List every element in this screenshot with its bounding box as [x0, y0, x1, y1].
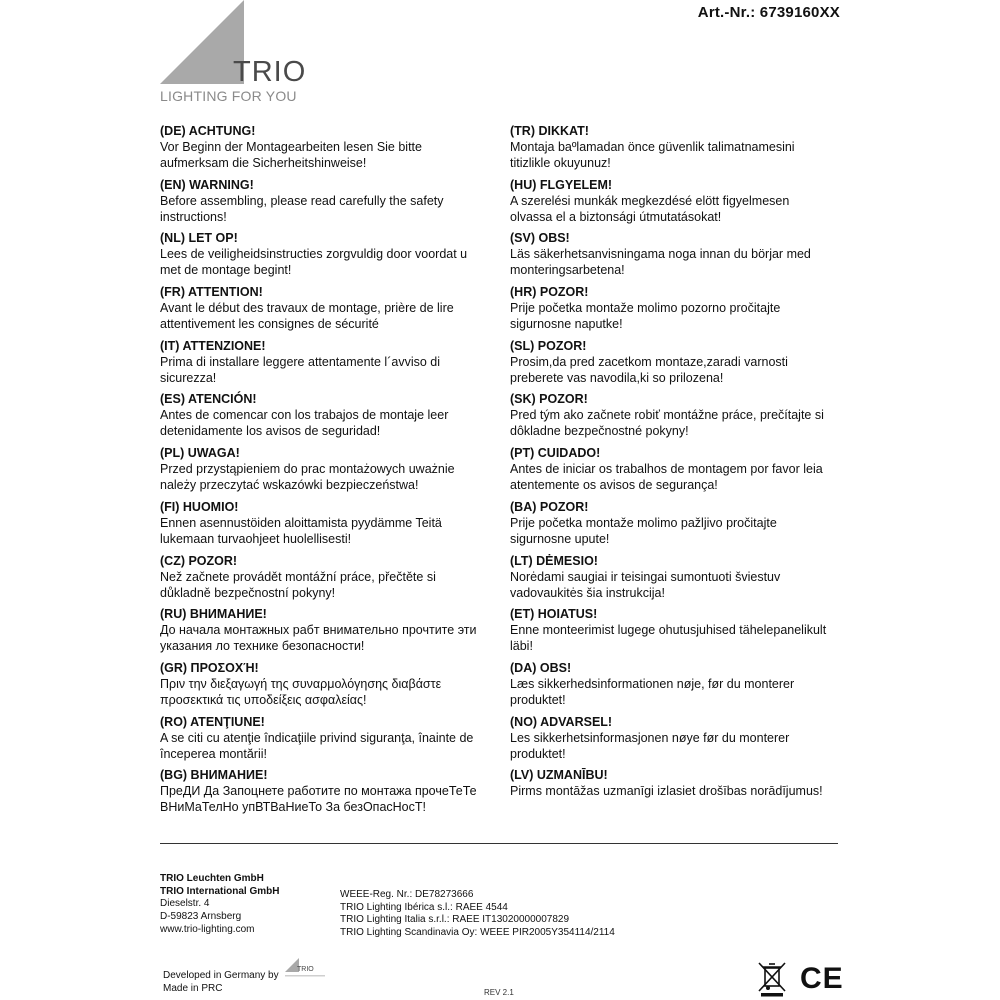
- warning-text: Przed przystąpieniem do prac montażowych uważnie: [160, 462, 455, 477]
- warning-block: [160, 714, 505, 768]
- warning-text: sigurnosne naputke!: [510, 317, 623, 332]
- warning-text: Πριν την διεξαγωγή της συναρμολόγησης διαβάστε: [160, 676, 442, 691]
- warning-heading: (TR) DIKKAT!: [510, 124, 589, 138]
- warning-heading: (RU) ВНИМАНИЕ!: [160, 607, 267, 622]
- warning-text: attentivement les consignes de sécurité: [160, 317, 379, 332]
- warning-text: Les sikkerhetsinformasjonen nøye før du monterer: [510, 730, 790, 745]
- warning-text: Norėdami saugiai ir teisingai sumontuoti šviestuv: [510, 569, 781, 584]
- warning-text: aufmerksam die Sicherheitshinweise!: [160, 156, 367, 170]
- warning-text: met de montage begint!: [160, 263, 292, 278]
- warning-block: [160, 177, 505, 231]
- warning-text: Antes de iniciar os trabalhos de montagem por favor leia: [510, 462, 823, 477]
- company-name-2: TRIO International GmbH: [160, 885, 280, 897]
- warning-block: [160, 606, 505, 660]
- warning-text: produktet!: [510, 746, 566, 761]
- warning-text: Lees de veiligheidsinstructies zorgvuldig door voordat u: [160, 247, 468, 262]
- warning-text: olvassa el a biztonsági útmutatásokat!: [510, 209, 722, 224]
- warning-text: vadovaukitės šia instrukcija!: [510, 585, 665, 600]
- warning-block: [160, 499, 505, 553]
- warning-text: dôkladne bezpečnostné pokyny!: [510, 424, 689, 439]
- made-in: Made in PRC: [163, 983, 223, 994]
- warning-heading: (FR) ATTENTION!: [160, 285, 263, 300]
- warning-text: Ennen asennustöiden aloittamista pyydämme Teitä: [160, 515, 442, 530]
- warning-text: Pred tým ako začnete robiť montážne práce, prečítajte si: [510, 408, 824, 423]
- warning-heading: (HU) FLGYELEM!: [510, 177, 613, 192]
- warning-heading: (SL) POZOR!: [510, 338, 587, 353]
- warning-block: [510, 177, 850, 231]
- warning-text: należy przeczytać wskazówki bezpieczeństwa!: [160, 478, 419, 493]
- warning-block: [160, 284, 505, 338]
- warning-text: începerea montării!: [160, 746, 268, 761]
- warning-block: [510, 660, 850, 714]
- city: D-59823 Arnsberg: [160, 911, 242, 923]
- warning-text: указания ло технике безопасности!: [160, 639, 365, 654]
- warning-block: [160, 123, 505, 177]
- warning-text: Pirms montāžas uzmanīgi izlasiet drošības norādījumus!: [510, 784, 823, 799]
- warning-text: Vor Beginn der Montagearbeiten lesen Sie bitte: [160, 140, 422, 154]
- brand-name: TRIO: [233, 56, 307, 88]
- warning-text: Montaja baºlamadan önce güvenlik talimatnamesini: [510, 140, 795, 154]
- registration-line: TRIO Lighting Ibérica s.l.: RAEE 4544: [340, 901, 508, 913]
- warning-heading: (BG) ВНИМАНИЕ!: [160, 768, 268, 783]
- registration-line: TRIO Lighting Scandinavia Oy: WEEE PIR2005Y354114/2114: [340, 927, 615, 939]
- trio-mini-logo-icon: [285, 958, 331, 982]
- warnings-right-column: [510, 123, 850, 821]
- warning-text: läbi!: [510, 639, 533, 654]
- warning-heading: (LV) UZMANĪBU!: [510, 768, 608, 783]
- warning-text: ПреДИ Да Запоцнете работите по монтажа прочеТеТе: [160, 784, 477, 799]
- warning-heading: (EN) WARNING!: [160, 177, 254, 192]
- warning-block: [160, 230, 505, 284]
- warning-heading: (CZ) POZOR!: [160, 553, 238, 568]
- warning-text: A szerelési munkák megkezdésé elött figyelmesen: [510, 193, 790, 208]
- warning-text: Læs sikkerhedsinformationen nøje, før du monterer: [510, 676, 795, 691]
- warning-block: [160, 553, 505, 607]
- warning-block: [160, 445, 505, 499]
- warning-text: A se citi cu atenţie îndicaţiile privind siguranţa, înainte de: [160, 730, 474, 745]
- warning-text: Avant le début des travaux de montage, prière de lire: [160, 301, 454, 316]
- footer-divider: [160, 843, 838, 844]
- warning-block: [510, 714, 850, 768]
- warning-heading: (DE) ACHTUNG!: [160, 124, 256, 138]
- warning-block: [510, 284, 850, 338]
- warning-text: Antes de comencar con los trabajos de montaje leer: [160, 408, 449, 423]
- warning-text: monteringsarbetena!: [510, 263, 625, 278]
- warnings-left-column: [160, 123, 505, 821]
- warning-text: sicurezza!: [160, 370, 217, 385]
- warning-heading: (NO) ADVARSEL!: [510, 714, 613, 729]
- warning-block: [510, 767, 850, 821]
- warning-text: До начала монтажных рабт внимательно прочтите эти: [160, 623, 477, 638]
- warning-heading: (ET) HOIATUS!: [510, 607, 598, 622]
- warning-block: [510, 445, 850, 499]
- warning-heading: (PL) UWAGA!: [160, 446, 240, 461]
- warning-heading: (BA) POZOR!: [510, 499, 589, 514]
- warning-block: [510, 499, 850, 553]
- mini-logo-text: TRIO: [297, 966, 314, 973]
- warning-heading: (ES) ATENCIÓN!: [160, 392, 257, 407]
- registration-line: WEEE-Reg. Nr.: DE78273666: [340, 889, 474, 900]
- warning-heading: (PT) CUIDADO!: [510, 446, 601, 461]
- warning-heading: (LT) DĖMESIO!: [510, 553, 598, 568]
- warning-block: [510, 338, 850, 392]
- developed-in: Developed in Germany by: [163, 970, 279, 981]
- warning-heading: (HR) POZOR!: [510, 285, 589, 300]
- warning-text: προσεκτικά τις υποδείξεις ασφαλείας!: [160, 692, 367, 707]
- warning-text: Než začnete provádět montážní práce, přečtěte si: [160, 569, 436, 584]
- warning-text: Läs säkerhetsanvisningama noga innan du börjar med: [510, 247, 811, 262]
- origin-info: [163, 969, 279, 995]
- warning-text: preberete vas navodila,ki so prilozena!: [510, 370, 724, 385]
- warning-text: instructions!: [160, 209, 227, 224]
- warning-text: sigurnosne upute!: [510, 531, 610, 546]
- registration-line: TRIO Lighting Italia s.r.l.: RAEE IT13020000007829: [340, 914, 570, 926]
- warning-heading: (DA) OBS!: [510, 660, 572, 675]
- warning-text: Prije početka montaže molimo pažljivo pročitajte: [510, 515, 777, 530]
- warning-block: [510, 553, 850, 607]
- warning-heading: (NL) LET OP!: [160, 231, 238, 246]
- warning-text: důkladně bezpečnostní pokyny!: [160, 585, 336, 600]
- warning-text: ВНиМаТелНо упВТВаНиеТо За безОпасНосТ!: [160, 800, 426, 815]
- company-address: [160, 873, 279, 937]
- warning-heading: (RO) ATENŢIUNE!: [160, 714, 265, 729]
- street: Dieselstr. 4: [160, 898, 210, 910]
- warning-text: titizlikle okuyunuz!: [510, 156, 611, 170]
- warning-block: [160, 391, 505, 445]
- warning-text: detenidamente los avisos de seguridad!: [160, 424, 381, 439]
- warning-heading: (IT) ATTENZIONE!: [160, 338, 266, 353]
- company-name-1: TRIO Leuchten GmbH: [160, 873, 264, 884]
- warning-block: [510, 391, 850, 445]
- website: www.trio-lighting.com: [160, 923, 255, 935]
- warning-block: [160, 338, 505, 392]
- warning-text: lukemaan turvaohjeet huolellisesti!: [160, 531, 352, 546]
- warning-block: [510, 230, 850, 284]
- warning-heading: (GR) ΠΡΟΣΟΧΉ!: [160, 660, 259, 675]
- warning-block: [160, 767, 505, 821]
- warning-block: [160, 660, 505, 714]
- warning-text: produktet!: [510, 692, 566, 707]
- warning-text: Prosim,da pred zacetkom montaze,zaradi varnosti: [510, 354, 788, 369]
- ce-mark: CE: [800, 962, 844, 995]
- article-number: Art.-Nr.: 6739160XX: [697, 4, 840, 21]
- crossed-out-wheelie-bin-icon: [757, 961, 787, 997]
- warning-heading: (SK) POZOR!: [510, 392, 588, 407]
- warning-text: atentemente os avisos de segurança!: [510, 478, 718, 493]
- registration-list: [340, 889, 615, 940]
- warning-block: [510, 123, 850, 177]
- warning-text: Enne monteerimist lugege ohutusjuhised tähelepanelikult: [510, 623, 827, 638]
- warning-heading: (SV) OBS!: [510, 231, 570, 246]
- warning-block: [510, 606, 850, 660]
- warning-text: Before assembling, please read carefully the safety: [160, 193, 444, 208]
- warning-text: Prije početka montaže molimo pozorno pročitajte: [510, 301, 781, 316]
- revision: REV 2.1: [484, 988, 514, 997]
- warning-heading: (FI) HUOMIO!: [160, 499, 239, 514]
- brand-tagline: LIGHTING FOR YOU: [160, 88, 297, 104]
- warning-text: Prima di installare leggere attentamente l´avviso di: [160, 354, 440, 369]
